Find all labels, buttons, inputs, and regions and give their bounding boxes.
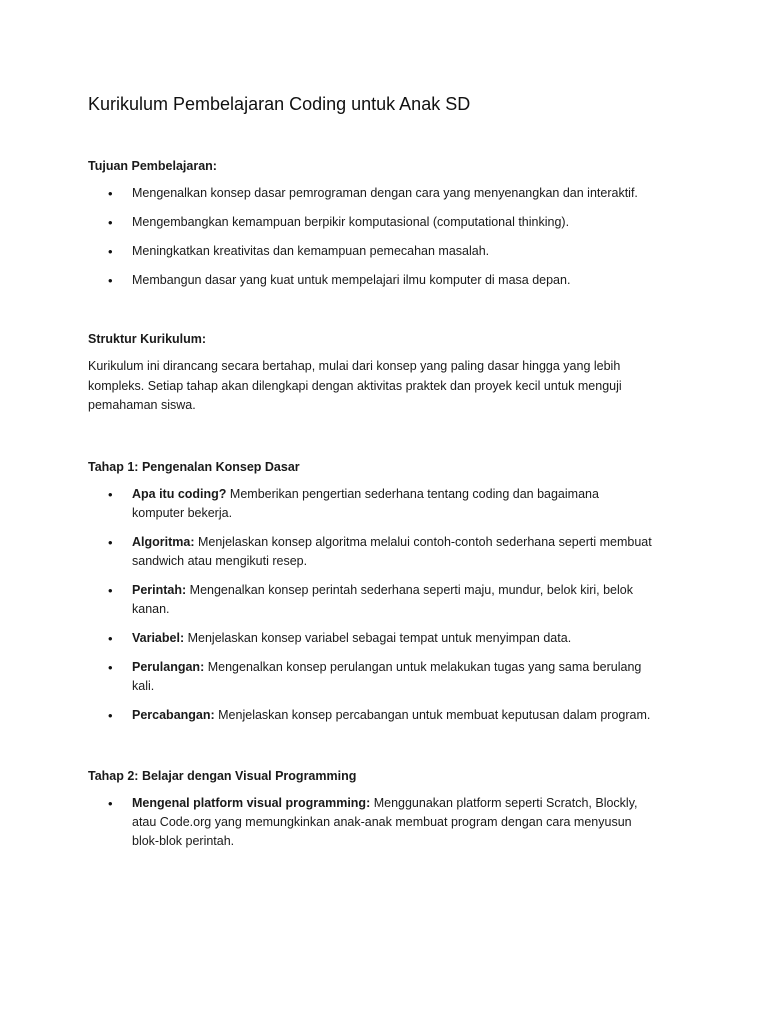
item-text: Mengenalkan konsep perintah sederhana seperti maju, mundur, belok kiri, belok kanan.	[132, 582, 633, 616]
tahap1-list	[88, 485, 680, 725]
item-text: Menjelaskan konsep variabel sebagai tempat untuk menyimpan data.	[184, 630, 572, 645]
list-item	[88, 794, 652, 851]
section-struktur	[88, 330, 680, 416]
item-text: Menjelaskan konsep percabangan untuk membuat keputusan dalam program.	[214, 707, 651, 722]
item-term: Algoritma:	[132, 534, 195, 549]
list-item: • Mengembangkan kemampuan berpikir komputasional (computational thinking).	[88, 213, 652, 232]
document-title: Kurikulum Pembelajaran Coding untuk Anak SD	[88, 94, 471, 114]
item-term: Perintah:	[132, 582, 187, 597]
tahap2-heading: Tahap 2: Belajar dengan Visual Programming	[88, 768, 357, 783]
item-term: Mengenal platform visual programming:	[132, 795, 371, 810]
list-item: • Mengenalkan konsep dasar pemrograman dengan cara yang menyenangkan dan interaktif.	[88, 184, 652, 203]
list-item	[88, 706, 652, 725]
tahap1-heading: Tahap 1: Pengenalan Konsep Dasar	[88, 459, 300, 474]
list-item	[88, 629, 652, 648]
list-item	[88, 658, 652, 696]
list-item: • Membangun dasar yang kuat untuk mempelajari ilmu komputer di masa depan.	[88, 271, 652, 290]
item-term: Variabel:	[132, 630, 185, 645]
list-item	[88, 581, 652, 619]
section-tujuan	[88, 157, 680, 290]
struktur-heading: Struktur Kurikulum:	[88, 332, 207, 346]
list-item	[88, 485, 652, 523]
section-tahap-1	[88, 458, 680, 725]
item-term: Apa itu coding?	[132, 486, 227, 501]
list-item: • Meningkatkan kreativitas dan kemampuan pemecahan masalah.	[88, 242, 652, 261]
tujuan-heading: Tujuan Pembelajaran:	[88, 159, 217, 173]
section-tahap-2	[88, 767, 680, 851]
struktur-paragraph: Kurikulum ini dirancang secara bertahap, mulai dari konsep yang paling dasar hingga yang lebih kompleks. Setiap tahap akan dilengkapi dengan aktivitas praktek dan proyek kecil untuk menguji pemahaman siswa.	[88, 359, 622, 412]
tujuan-list	[88, 184, 680, 290]
list-item	[88, 533, 652, 571]
item-text: Menggunakan platform seperti Scratch, Blockly, atau Code.org yang memungkinkan anak-anak membuat program dengan cara menyusun blok-blok perintah.	[132, 795, 638, 848]
item-text: Menjelaskan konsep algoritma melalui contoh-contoh sederhana seperti membuat sandwich atau mengikuti resep.	[132, 534, 652, 568]
item-text: Memberikan pengertian sederhana tentang coding dan bagaimana komputer bekerja.	[132, 486, 599, 520]
item-term: Percabangan:	[132, 707, 215, 722]
tahap2-list	[88, 794, 680, 851]
item-term: Perulangan:	[132, 659, 205, 674]
item-text: Mengenalkan konsep perulangan untuk melakukan tugas yang sama berulang kali.	[132, 659, 642, 693]
